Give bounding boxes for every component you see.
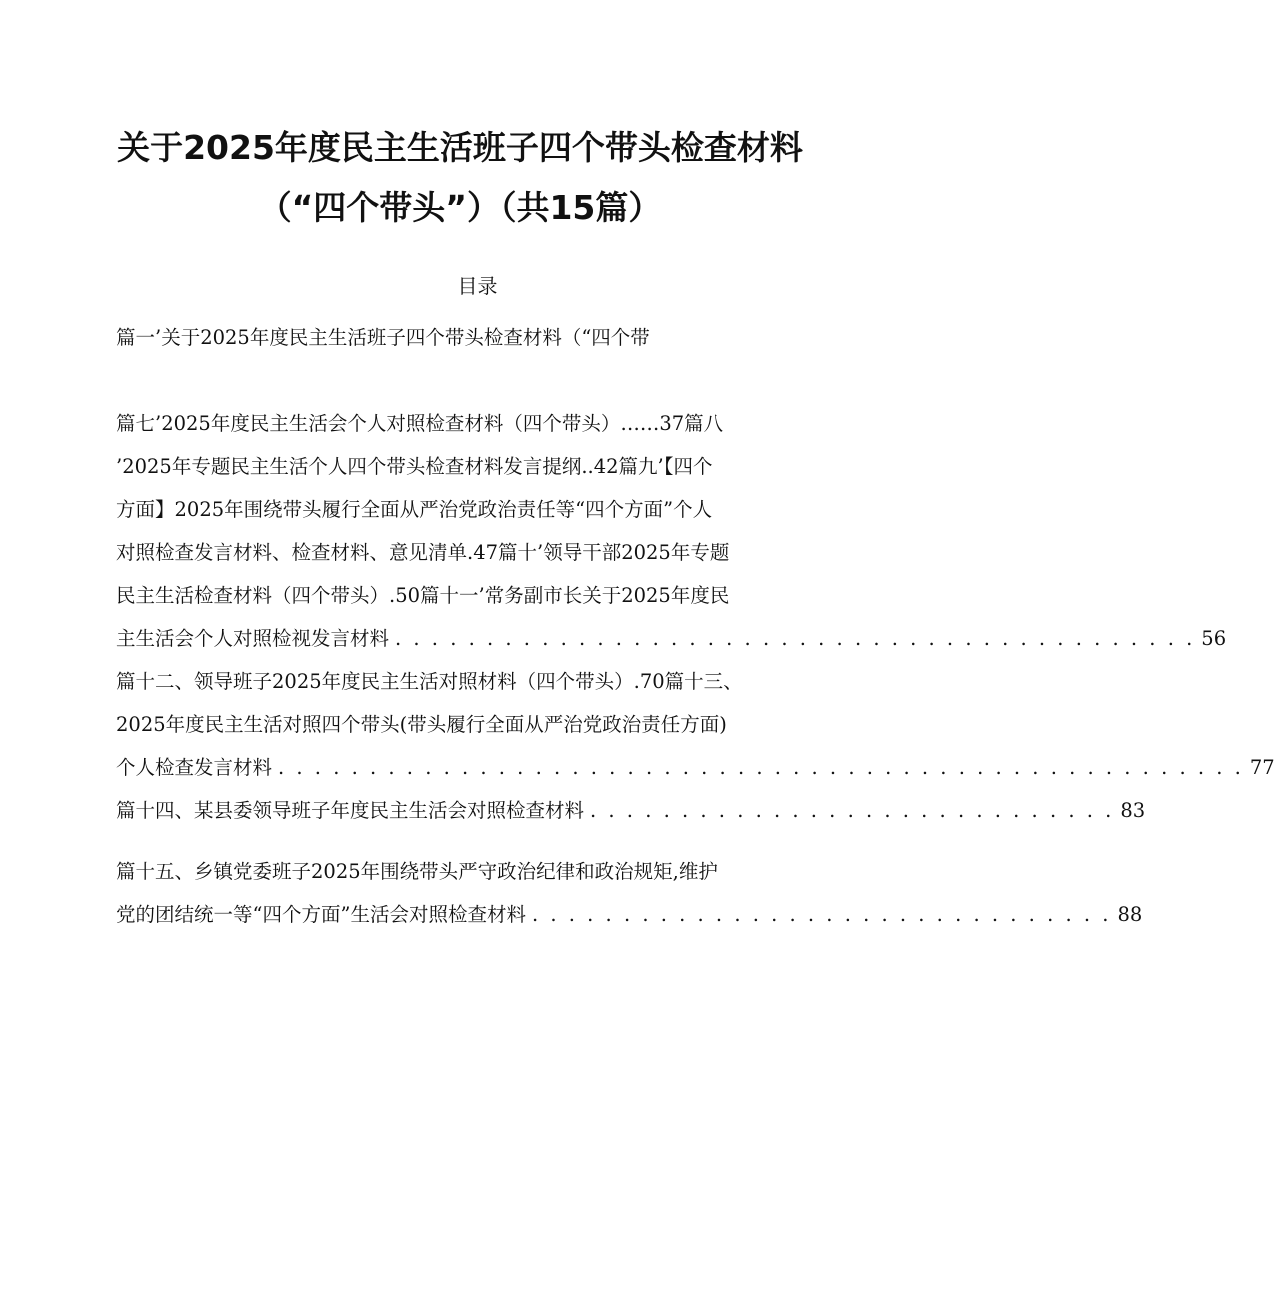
toc-entry-text: 篇十五、乡镇党委班子2025年围绕带头严守政治纪律和政治规矩,维护	[116, 860, 718, 883]
toc-page-number: 77	[1249, 756, 1275, 779]
toc-leader-dots: . . . . . . . . . . . . . . . . . . . . . . . . . . . . .	[590, 799, 1115, 822]
toc-entry-text: 对照检查发言材料、检查材料、意见清单.47篇十’领导干部2025年专题	[116, 541, 730, 564]
toc-line	[116, 752, 1275, 780]
toc-entry-text: 篇一’关于2025年度民主生活班子四个带头检查材料（“四个带	[116, 326, 650, 349]
document-title-line-2: （“四个带头”）（共15篇）	[258, 188, 662, 227]
toc-page-number: 56	[1201, 627, 1227, 650]
toc-heading: 目录	[457, 274, 498, 298]
document-title-line-1: 关于2025年度民主生活班子四个带头检查材料	[117, 128, 803, 167]
toc-entry-text: ’2025年专题民主生活个人四个带头检查材料发言提纲..42篇九’【四个	[116, 455, 713, 478]
toc-line	[116, 899, 1143, 927]
toc-line	[116, 322, 836, 350]
toc-leader-dots: . . . . . . . . . . . . . . . . . . . . . . . . . . . . . . . .	[531, 903, 1112, 926]
toc-page-number: 83	[1120, 799, 1146, 822]
toc-entry-text: 个人检查发言材料	[116, 756, 273, 779]
toc-line	[116, 795, 1146, 823]
toc-line	[116, 494, 836, 522]
toc-line	[116, 709, 836, 737]
toc-entry-text: 党的团结统一等“四个方面”生活会对照检查材料	[116, 903, 526, 926]
toc-line	[116, 623, 1227, 651]
toc-line	[116, 856, 836, 884]
toc-entry-text: 方面】2025年围绕带头履行全面从严治党政治责任等“四个方面”个人	[116, 498, 713, 521]
toc-line	[116, 408, 836, 436]
toc-line	[116, 451, 836, 479]
toc-line	[116, 537, 836, 565]
toc-line	[116, 580, 836, 608]
toc-entry-text: 篇十四、某县委领导班子年度民主生活会对照检查材料	[116, 799, 585, 822]
toc-entry-text: 主生活会个人对照检视发言材料	[116, 627, 390, 650]
toc-leader-dots: . . . . . . . . . . . . . . . . . . . . . . . . . . . . . . . . . . . . . . . . . . . .	[395, 627, 1196, 650]
toc-entry-text: 2025年度民主生活对照四个带头(带头履行全面从严治党政治责任方面)	[116, 713, 727, 736]
toc-line	[116, 666, 836, 694]
toc-entry-text: 篇十二、领导班子2025年度民主生活对照材料（四个带头）.70篇十三、	[116, 670, 743, 693]
toc-entry-text: 篇七’2025年度民主生活会个人对照检查材料（四个带头）……37篇八	[116, 412, 724, 435]
toc-leader-dots: . . . . . . . . . . . . . . . . . . . . . . . . . . . . . . . . . . . . . . . . . . . . . . . . . . . . .	[278, 756, 1244, 779]
toc-entry-text: 民主生活检查材料（四个带头）.50篇十一’常务副市长关于2025年度民	[116, 584, 730, 607]
toc-page-number: 88	[1117, 903, 1143, 926]
